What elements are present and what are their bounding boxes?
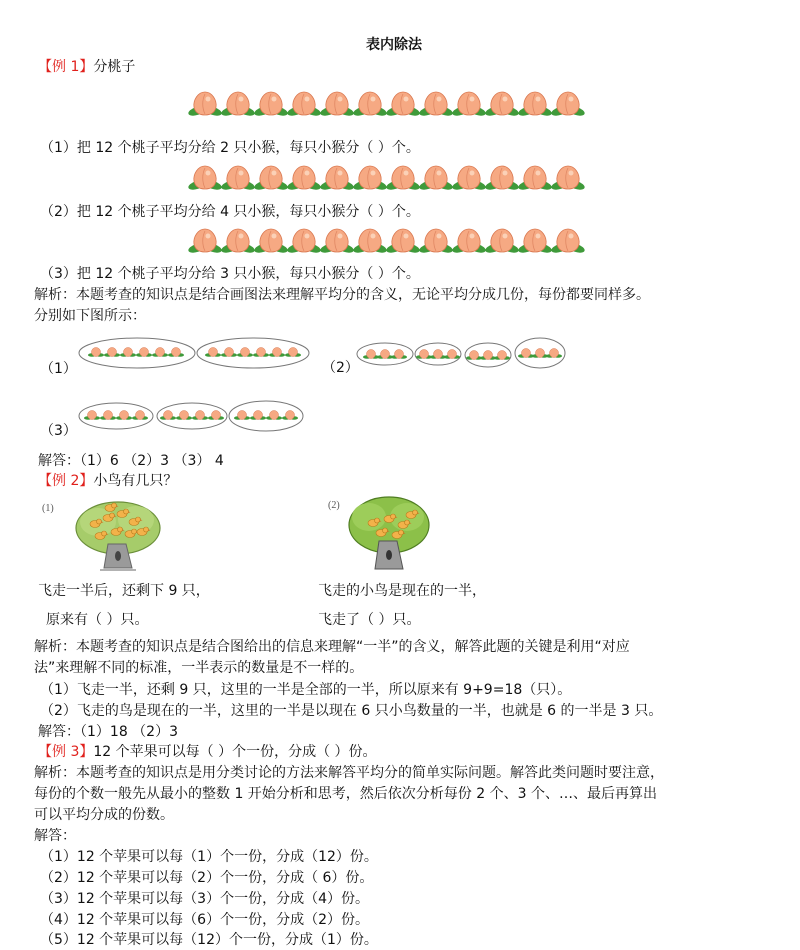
example-1-heading [38, 58, 135, 76]
peach-icon [484, 229, 520, 255]
example-3-answer-line: （3）12 个苹果可以每（3）个一份，分成（4）份。 [40, 891, 369, 907]
peach-icon [220, 166, 256, 192]
peach-icon [319, 166, 355, 192]
peach-icon [385, 92, 421, 118]
peach-icon [451, 166, 487, 192]
picture-2-label: (2) [328, 500, 340, 511]
example-2-answer: 解答：（1）18 （2）3 [38, 724, 178, 740]
example-2-right-line-1: 飞走的小鸟是现在的一半， [318, 583, 486, 599]
grouping-figure-3 [78, 398, 308, 436]
peach-icon [286, 166, 322, 192]
peach-icon [385, 166, 421, 192]
example-3-heading [38, 743, 377, 761]
example-1-analysis-line-1: 解析：本题考查的知识点是结合画图法来理解平均分的含义，无论平均分成几份，每份都要同样多。 [34, 287, 650, 303]
peach-row-2 [190, 162, 590, 196]
peach-icon [220, 229, 256, 255]
peach-icon [484, 92, 520, 118]
example-2-left-line-2: 原来有（ ）只。 [46, 612, 149, 628]
example-1-analysis-line-2: 分别如下图所示： [34, 308, 146, 324]
peach-icon [517, 92, 553, 118]
peach-icon [352, 166, 388, 192]
peach-icon [451, 229, 487, 255]
example-2-analysis-line-2: 法”来理解不同的标准，一半表示的数量是不一样的。 [34, 660, 364, 676]
peach-icon [418, 229, 454, 255]
peach-icon [253, 92, 289, 118]
example-3-tag: 【例 3】 [38, 744, 94, 760]
figure-3-label: （3） [40, 423, 77, 439]
example-2-right-line-2: 飞走了（ ）只。 [318, 612, 421, 628]
example-2-solution-1: （1）飞走一半，还剩 9 只，这里的一半是全部的一半，所以原来有 9+9=18（只）。 [40, 682, 572, 698]
tree-with-birds-1 [70, 498, 166, 576]
example-2-tag: 【例 2】 [38, 473, 94, 489]
peach-icon [550, 92, 586, 118]
example-3-answer-label: 解答： [34, 828, 76, 844]
example-1-name: 分桃子 [93, 59, 136, 75]
example-2-name: 小鸟有几只？ [93, 473, 178, 489]
peach-row-1 [190, 88, 590, 122]
peach-icon [253, 229, 289, 255]
peach-icon [352, 229, 388, 255]
peach-icon [517, 229, 553, 255]
example-1-question-2: （2）把 12 个桃子平均分给 4 只小猴，每只小猴分（ ）个。 [40, 204, 420, 220]
peach-icon [517, 166, 553, 192]
example-2-left-line-1: 飞走一半后，还剩下 9 只， [38, 583, 210, 599]
peach-icon [319, 229, 355, 255]
peach-row-3 [190, 225, 590, 259]
peach-icon [451, 92, 487, 118]
peach-icon [418, 92, 454, 118]
picture-1-label: (1) [42, 503, 54, 514]
example-3-answer-line: （4）12 个苹果可以每（6）个一份，分成（2）份。 [40, 912, 369, 928]
peach-icon [253, 166, 289, 192]
peach-icon [286, 229, 322, 255]
peach-icon [187, 229, 223, 255]
peach-icon [319, 92, 355, 118]
example-1-tag: 【例 1】 [38, 59, 94, 75]
example-2-solution-2: （2）飞走的鸟是现在的一半，这里的一半是以现在 6 只小鸟数量的一半，也就是 6 的一半是 3 只。 [40, 703, 663, 719]
example-3-answer-line: （5）12 个苹果可以每（12）个一份，分成（1）份。 [40, 932, 378, 948]
example-3-analysis-line-3: 可以平均分成的份数。 [34, 807, 174, 823]
example-2-heading [38, 472, 177, 490]
peach-icon [550, 166, 586, 192]
example-1-question-1: （1）把 12 个桃子平均分给 2 只小猴，每只小猴分（ ）个。 [40, 140, 420, 156]
grouping-figure-2 [356, 336, 571, 374]
peach-icon [187, 166, 223, 192]
example-1-question-3: （3）把 12 个桃子平均分给 3 只小猴，每只小猴分（ ）个。 [40, 266, 420, 282]
figure-2-label: （2） [322, 360, 359, 376]
peach-icon [418, 166, 454, 192]
peach-icon [352, 92, 388, 118]
figure-1-label: （1） [40, 361, 77, 377]
peach-icon [187, 92, 223, 118]
example-3-answer-line: （1）12 个苹果可以每（1）个一份，分成（12）份。 [40, 849, 378, 865]
example-1-answer: 解答：（1）6 （2）3 （3） 4 [38, 453, 224, 469]
grouping-figure-1 [78, 334, 318, 374]
page-title: 表内除法 [366, 37, 422, 53]
peach-icon [220, 92, 256, 118]
example-3-analysis-line-1: 解析：本题考查的知识点是用分类讨论的方法来解答平均分的简单实际问题。解答此类问题时要注意， [34, 765, 664, 781]
example-3-answer-line: （2）12 个苹果可以每（2）个一份，分成（ 6）份。 [40, 870, 374, 886]
tree-with-birds-2 [345, 495, 433, 577]
peach-icon [550, 229, 586, 255]
peach-icon [385, 229, 421, 255]
example-3-question: 12 个苹果可以每（ ）个一份，分成（ ）份。 [93, 744, 377, 760]
peach-icon [286, 92, 322, 118]
example-3-analysis-line-2: 每份的个数一般先从最小的整数 1 开始分析和思考，然后依次分析每份 2 个、3 个、…、最后再算出 [34, 786, 657, 802]
peach-icon [484, 166, 520, 192]
example-2-analysis-line-1: 解析：本题考查的知识点是结合图给出的信息来理解“一半”的含义，解答此题的关键是利用“对应 [34, 639, 630, 655]
